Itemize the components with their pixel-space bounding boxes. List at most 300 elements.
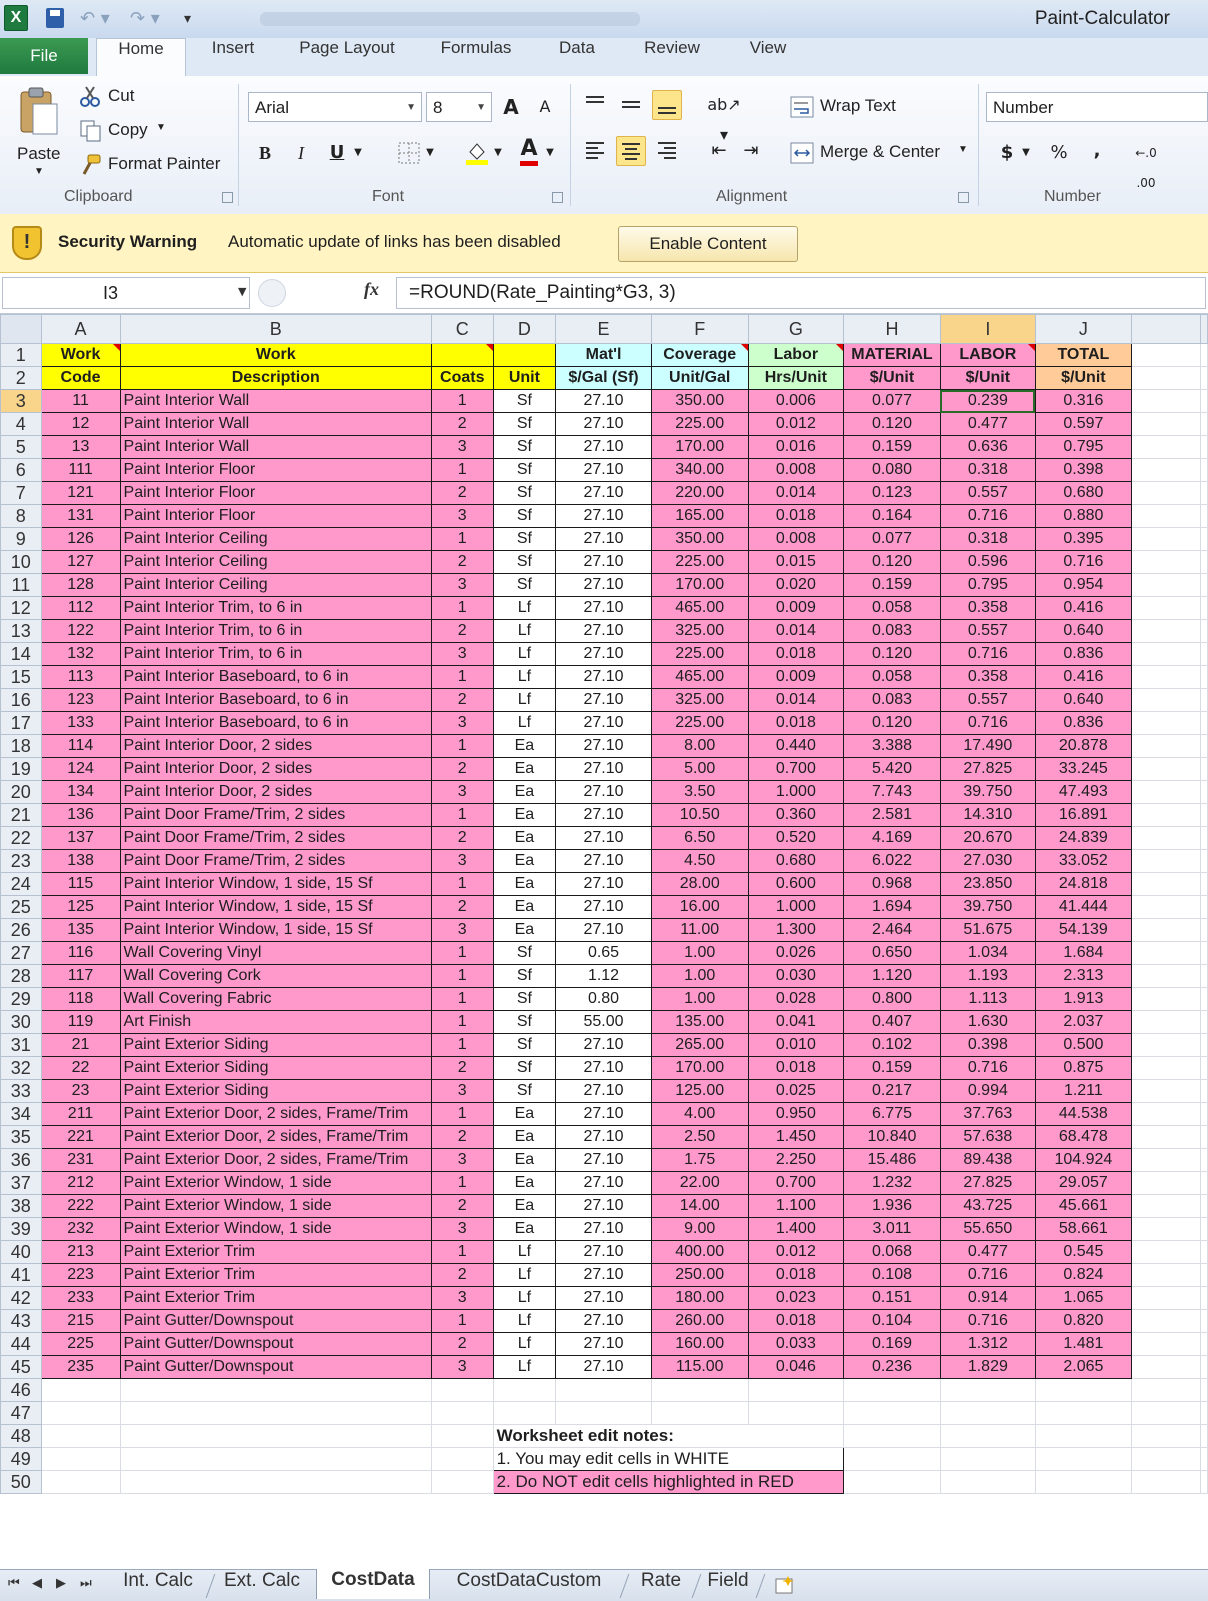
data-cell[interactable]: 27.10 xyxy=(556,574,652,597)
data-cell[interactable]: 0.058 xyxy=(844,597,941,620)
data-cell[interactable]: 24.818 xyxy=(1035,873,1131,896)
data-cell[interactable]: 0.236 xyxy=(844,1356,941,1379)
data-cell[interactable]: 223 xyxy=(41,1264,120,1287)
data-cell[interactable]: Paint Exterior Trim xyxy=(120,1287,431,1310)
data-cell[interactable]: 8.00 xyxy=(651,735,748,758)
empty-cell[interactable] xyxy=(1201,1011,1208,1034)
customize-quick-access-button[interactable]: ▾ xyxy=(184,11,192,27)
empty-cell[interactable] xyxy=(1201,367,1208,390)
data-cell[interactable]: 28.00 xyxy=(651,873,748,896)
data-cell[interactable]: 1 xyxy=(431,666,493,689)
header-cell[interactable]: Coats xyxy=(431,367,493,390)
data-cell[interactable]: 0.164 xyxy=(844,505,941,528)
row-header[interactable]: 24 xyxy=(1,873,42,896)
data-cell[interactable]: 350.00 xyxy=(651,390,748,413)
empty-cell[interactable] xyxy=(1201,1103,1208,1126)
empty-cell[interactable] xyxy=(844,1379,941,1402)
data-cell[interactable]: Paint Interior Door, 2 sides xyxy=(120,735,431,758)
data-cell[interactable]: 3 xyxy=(431,712,493,735)
increase-decimal-button[interactable] xyxy=(1126,138,1166,190)
empty-cell[interactable] xyxy=(1131,988,1200,1011)
data-cell[interactable]: 27.10 xyxy=(556,1034,652,1057)
data-cell[interactable]: Paint Interior Baseboard, to 6 in xyxy=(120,712,431,735)
column-header-extra-2[interactable] xyxy=(1201,315,1208,344)
row-header[interactable]: 49 xyxy=(1,1448,42,1471)
data-cell[interactable]: 1.211 xyxy=(1035,1080,1131,1103)
empty-cell[interactable] xyxy=(1131,1195,1200,1218)
data-cell[interactable]: 27.10 xyxy=(556,712,652,735)
shrink-font-button[interactable] xyxy=(530,92,560,122)
data-cell[interactable]: 3 xyxy=(431,1149,493,1172)
data-cell[interactable]: Ea xyxy=(493,1172,556,1195)
data-cell[interactable]: 325.00 xyxy=(651,689,748,712)
data-cell[interactable]: 27.10 xyxy=(556,1264,652,1287)
data-cell[interactable]: 33.052 xyxy=(1035,850,1131,873)
data-cell[interactable]: 0.018 xyxy=(748,505,844,528)
data-cell[interactable]: 29.057 xyxy=(1035,1172,1131,1195)
data-cell[interactable]: 0.026 xyxy=(748,942,844,965)
empty-cell[interactable] xyxy=(1131,1241,1200,1264)
empty-cell[interactable] xyxy=(1131,643,1200,666)
row-header[interactable]: 41 xyxy=(1,1264,42,1287)
data-cell[interactable]: 0.800 xyxy=(844,988,941,1011)
empty-cell[interactable] xyxy=(1131,1218,1200,1241)
empty-cell[interactable] xyxy=(1131,896,1200,919)
empty-cell[interactable] xyxy=(493,1402,556,1425)
data-cell[interactable]: 55.650 xyxy=(940,1218,1035,1241)
note-no-edit-red[interactable]: 2. Do NOT edit cells highlighted in RED xyxy=(493,1471,844,1494)
data-cell[interactable]: 0.030 xyxy=(748,965,844,988)
data-cell[interactable]: 0.358 xyxy=(940,597,1035,620)
data-cell[interactable]: 1 xyxy=(431,1310,493,1333)
data-cell[interactable]: 1.481 xyxy=(1035,1333,1131,1356)
data-cell[interactable]: 0.102 xyxy=(844,1034,941,1057)
data-cell[interactable]: 27.10 xyxy=(556,1333,652,1356)
wrap-text-button[interactable] xyxy=(790,94,920,120)
enable-content-button[interactable]: Enable Content xyxy=(618,226,798,262)
data-cell[interactable]: 27.10 xyxy=(556,620,652,643)
data-cell[interactable]: Lf xyxy=(493,1310,556,1333)
data-cell[interactable]: 27.030 xyxy=(940,850,1035,873)
empty-cell[interactable] xyxy=(1201,1471,1208,1494)
data-cell[interactable]: 1.300 xyxy=(748,919,844,942)
column-header-extra-1[interactable] xyxy=(1131,315,1200,344)
data-cell[interactable]: Sf xyxy=(493,413,556,436)
align-top-button[interactable] xyxy=(580,90,610,120)
row-header[interactable]: 18 xyxy=(1,735,42,758)
data-cell[interactable]: 2 xyxy=(431,896,493,919)
undo-button[interactable]: ↶ ▾ xyxy=(80,8,110,29)
row-header[interactable]: 17 xyxy=(1,712,42,735)
data-cell[interactable]: Paint Exterior Trim xyxy=(120,1264,431,1287)
row-header[interactable]: 5 xyxy=(1,436,42,459)
data-cell[interactable]: 1 xyxy=(431,804,493,827)
align-right-button[interactable] xyxy=(652,136,682,166)
data-cell[interactable]: 20.670 xyxy=(940,827,1035,850)
row-header[interactable]: 39 xyxy=(1,1218,42,1241)
data-cell[interactable]: 0.545 xyxy=(1035,1241,1131,1264)
data-cell[interactable]: 3 xyxy=(431,643,493,666)
data-cell[interactable]: 58.661 xyxy=(1035,1218,1131,1241)
formula-bar-expand-icon[interactable] xyxy=(258,279,286,307)
data-cell[interactable]: 233 xyxy=(41,1287,120,1310)
data-cell[interactable]: 160.00 xyxy=(651,1333,748,1356)
empty-cell[interactable] xyxy=(1131,735,1200,758)
first-sheet-icon[interactable]: ⏮ xyxy=(8,1576,20,1591)
data-cell[interactable]: 225.00 xyxy=(651,643,748,666)
data-cell[interactable]: Sf xyxy=(493,942,556,965)
data-cell[interactable]: Sf xyxy=(493,1057,556,1080)
row-header[interactable]: 46 xyxy=(1,1379,42,1402)
data-cell[interactable]: 27.10 xyxy=(556,528,652,551)
data-cell[interactable]: Paint Gutter/Downspout xyxy=(120,1310,431,1333)
data-cell[interactable]: 27.10 xyxy=(556,1126,652,1149)
data-cell[interactable]: 7.743 xyxy=(844,781,941,804)
data-cell[interactable]: 27.10 xyxy=(556,804,652,827)
data-cell[interactable]: 0.716 xyxy=(940,712,1035,735)
data-cell[interactable]: 0.014 xyxy=(748,482,844,505)
data-cell[interactable]: 112 xyxy=(41,597,120,620)
data-cell[interactable]: 0.012 xyxy=(748,1241,844,1264)
data-cell[interactable]: 0.120 xyxy=(844,643,941,666)
data-cell[interactable]: 51.675 xyxy=(940,919,1035,942)
data-cell[interactable]: Paint Interior Ceiling xyxy=(120,551,431,574)
header-cell[interactable]: $/Unit xyxy=(844,367,941,390)
data-cell[interactable]: 89.438 xyxy=(940,1149,1035,1172)
data-cell[interactable]: 0.083 xyxy=(844,689,941,712)
data-cell[interactable]: 0.123 xyxy=(844,482,941,505)
data-cell[interactable]: 6.50 xyxy=(651,827,748,850)
data-cell[interactable]: 115.00 xyxy=(651,1356,748,1379)
empty-cell[interactable] xyxy=(1201,1080,1208,1103)
data-cell[interactable]: Ea xyxy=(493,919,556,942)
data-cell[interactable]: 0.557 xyxy=(940,482,1035,505)
empty-cell[interactable] xyxy=(1201,505,1208,528)
row-header[interactable]: 1 xyxy=(1,344,42,367)
data-cell[interactable]: 17.490 xyxy=(940,735,1035,758)
empty-cell[interactable] xyxy=(1201,1402,1208,1425)
data-cell[interactable]: Lf xyxy=(493,1241,556,1264)
row-header[interactable]: 7 xyxy=(1,482,42,505)
data-cell[interactable]: 27.10 xyxy=(556,1057,652,1080)
data-cell[interactable]: 23 xyxy=(41,1080,120,1103)
data-cell[interactable]: 2 xyxy=(431,1057,493,1080)
empty-cell[interactable] xyxy=(844,1402,941,1425)
copy-button[interactable] xyxy=(80,118,180,144)
data-cell[interactable]: 27.10 xyxy=(556,919,652,942)
empty-cell[interactable] xyxy=(1131,804,1200,827)
data-cell[interactable]: 170.00 xyxy=(651,1057,748,1080)
empty-cell[interactable] xyxy=(1201,1241,1208,1264)
data-cell[interactable]: 0.557 xyxy=(940,620,1035,643)
data-cell[interactable]: 350.00 xyxy=(651,528,748,551)
data-cell[interactable]: 27.10 xyxy=(556,1356,652,1379)
data-cell[interactable]: 1 xyxy=(431,1011,493,1034)
header-cell[interactable]: Unit xyxy=(493,367,556,390)
empty-cell[interactable] xyxy=(1201,1149,1208,1172)
data-cell[interactable]: Paint Exterior Door, 2 sides, Frame/Trim xyxy=(120,1103,431,1126)
data-cell[interactable]: 0.008 xyxy=(748,528,844,551)
data-cell[interactable]: 27.10 xyxy=(556,643,652,666)
data-cell[interactable]: Sf xyxy=(493,988,556,1011)
empty-cell[interactable] xyxy=(1131,1080,1200,1103)
data-cell[interactable]: 3 xyxy=(431,1356,493,1379)
data-cell[interactable]: 27.10 xyxy=(556,1103,652,1126)
data-cell[interactable]: Wall Covering Vinyl xyxy=(120,942,431,965)
data-cell[interactable]: 37.763 xyxy=(940,1103,1035,1126)
data-cell[interactable]: 1 xyxy=(431,459,493,482)
data-cell[interactable]: 22 xyxy=(41,1057,120,1080)
empty-cell[interactable] xyxy=(1201,1126,1208,1149)
row-header[interactable]: 34 xyxy=(1,1103,42,1126)
data-cell[interactable]: Lf xyxy=(493,597,556,620)
data-cell[interactable]: 121 xyxy=(41,482,120,505)
data-cell[interactable]: 0.033 xyxy=(748,1333,844,1356)
data-cell[interactable]: Paint Interior Ceiling xyxy=(120,574,431,597)
data-cell[interactable]: 16.00 xyxy=(651,896,748,919)
font-launcher-icon[interactable] xyxy=(552,192,563,203)
fill-color-dropdown-icon[interactable]: ▼ xyxy=(494,147,502,158)
data-cell[interactable]: 215 xyxy=(41,1310,120,1333)
data-cell[interactable]: Art Finish xyxy=(120,1011,431,1034)
data-cell[interactable]: Sf xyxy=(493,459,556,482)
data-cell[interactable]: 0.398 xyxy=(940,1034,1035,1057)
data-cell[interactable]: 3 xyxy=(431,850,493,873)
data-cell[interactable]: 0.028 xyxy=(748,988,844,1011)
alignment-launcher-icon[interactable] xyxy=(958,192,969,203)
data-cell[interactable]: Paint Interior Baseboard, to 6 in xyxy=(120,666,431,689)
empty-cell[interactable] xyxy=(1201,1057,1208,1080)
data-cell[interactable]: 0.416 xyxy=(1035,597,1131,620)
data-cell[interactable]: 20.878 xyxy=(1035,735,1131,758)
empty-cell[interactable] xyxy=(1131,551,1200,574)
data-cell[interactable]: 0.880 xyxy=(1035,505,1131,528)
bold-button[interactable]: B xyxy=(258,143,271,163)
data-cell[interactable]: 2.464 xyxy=(844,919,941,942)
data-cell[interactable]: Lf xyxy=(493,1287,556,1310)
currency-dropdown-icon[interactable]: ▼ xyxy=(1022,147,1030,158)
data-cell[interactable]: 1.630 xyxy=(940,1011,1035,1034)
data-cell[interactable]: 0.640 xyxy=(1035,689,1131,712)
row-header[interactable]: 26 xyxy=(1,919,42,942)
empty-cell[interactable] xyxy=(1201,390,1208,413)
data-cell[interactable]: 2 xyxy=(431,620,493,643)
data-cell[interactable]: 2 xyxy=(431,413,493,436)
data-cell[interactable]: Ea xyxy=(493,781,556,804)
empty-cell[interactable] xyxy=(1201,896,1208,919)
data-cell[interactable]: 3.388 xyxy=(844,735,941,758)
data-cell[interactable]: 0.046 xyxy=(748,1356,844,1379)
data-cell[interactable]: Paint Exterior Door, 2 sides, Frame/Trim xyxy=(120,1149,431,1172)
data-cell[interactable]: 1.450 xyxy=(748,1126,844,1149)
data-cell[interactable]: 0.557 xyxy=(940,689,1035,712)
header-cell[interactable]: Work xyxy=(41,344,120,367)
data-cell[interactable]: 22.00 xyxy=(651,1172,748,1195)
data-cell[interactable]: 27.10 xyxy=(556,1241,652,1264)
data-cell[interactable]: 0.954 xyxy=(1035,574,1131,597)
data-cell[interactable]: 27.10 xyxy=(556,597,652,620)
data-cell[interactable]: 225.00 xyxy=(651,712,748,735)
data-cell[interactable]: Lf xyxy=(493,620,556,643)
data-cell[interactable]: 2.581 xyxy=(844,804,941,827)
data-cell[interactable]: Sf xyxy=(493,390,556,413)
empty-cell[interactable] xyxy=(1201,436,1208,459)
empty-cell[interactable] xyxy=(41,1402,120,1425)
data-cell[interactable]: Ea xyxy=(493,850,556,873)
data-cell[interactable]: 0.875 xyxy=(1035,1057,1131,1080)
tab-home[interactable]: Home xyxy=(96,38,186,77)
data-cell[interactable]: 44.538 xyxy=(1035,1103,1131,1126)
column-header-f[interactable]: F xyxy=(651,315,748,344)
data-cell[interactable]: 27.10 xyxy=(556,482,652,505)
data-cell[interactable]: 0.824 xyxy=(1035,1264,1131,1287)
empty-cell[interactable] xyxy=(1035,1471,1131,1494)
data-cell[interactable]: 4.00 xyxy=(651,1103,748,1126)
data-cell[interactable]: 132 xyxy=(41,643,120,666)
align-left-button[interactable] xyxy=(580,136,610,166)
data-cell[interactable]: 1.312 xyxy=(940,1333,1035,1356)
data-cell[interactable]: 0.169 xyxy=(844,1333,941,1356)
data-cell[interactable]: 0.318 xyxy=(940,528,1035,551)
data-cell[interactable]: 27.825 xyxy=(940,1172,1035,1195)
data-cell[interactable]: 21 xyxy=(41,1034,120,1057)
data-cell[interactable]: Wall Covering Fabric xyxy=(120,988,431,1011)
row-header[interactable]: 14 xyxy=(1,643,42,666)
data-cell[interactable]: 0.041 xyxy=(748,1011,844,1034)
empty-cell[interactable] xyxy=(844,1471,941,1494)
comma-style-button[interactable]: , xyxy=(1093,140,1101,161)
data-cell[interactable]: 126 xyxy=(41,528,120,551)
data-cell[interactable]: 2 xyxy=(431,1126,493,1149)
data-cell[interactable]: 33.245 xyxy=(1035,758,1131,781)
data-cell[interactable]: Ea xyxy=(493,804,556,827)
data-cell[interactable]: 0.120 xyxy=(844,551,941,574)
number-format-combo[interactable] xyxy=(986,92,1208,122)
empty-cell[interactable] xyxy=(1201,781,1208,804)
insert-function-button[interactable]: fx xyxy=(364,279,379,299)
empty-cell[interactable] xyxy=(1201,482,1208,505)
data-cell[interactable]: 0.159 xyxy=(844,574,941,597)
data-cell[interactable]: 1 xyxy=(431,873,493,896)
data-cell[interactable]: Lf xyxy=(493,1333,556,1356)
data-cell[interactable]: 0.716 xyxy=(940,1264,1035,1287)
data-cell[interactable]: 212 xyxy=(41,1172,120,1195)
data-cell[interactable]: Paint Exterior Window, 1 side xyxy=(120,1195,431,1218)
data-cell[interactable]: 3 xyxy=(431,1287,493,1310)
data-cell[interactable]: 114 xyxy=(41,735,120,758)
empty-cell[interactable] xyxy=(1131,344,1200,367)
data-cell[interactable]: 0.012 xyxy=(748,413,844,436)
empty-cell[interactable] xyxy=(748,1402,844,1425)
empty-cell[interactable] xyxy=(940,1471,1035,1494)
data-cell[interactable]: 1.120 xyxy=(844,965,941,988)
empty-cell[interactable] xyxy=(1131,758,1200,781)
data-cell[interactable]: 3 xyxy=(431,505,493,528)
empty-cell[interactable] xyxy=(1201,827,1208,850)
data-cell[interactable]: Paint Exterior Window, 1 side xyxy=(120,1218,431,1241)
data-cell[interactable]: 0.025 xyxy=(748,1080,844,1103)
data-cell[interactable]: 1.193 xyxy=(940,965,1035,988)
data-cell[interactable]: 0.020 xyxy=(748,574,844,597)
next-sheet-icon[interactable]: ▶ xyxy=(56,1576,66,1591)
tab-file[interactable]: File xyxy=(0,38,88,74)
paste-button[interactable] xyxy=(10,82,68,182)
data-cell[interactable]: 0.009 xyxy=(748,597,844,620)
data-cell[interactable]: 27.10 xyxy=(556,1080,652,1103)
empty-cell[interactable] xyxy=(1201,528,1208,551)
data-cell[interactable]: 2.250 xyxy=(748,1149,844,1172)
data-cell[interactable]: 0.477 xyxy=(940,1241,1035,1264)
empty-cell[interactable] xyxy=(940,1379,1035,1402)
data-cell[interactable]: 2 xyxy=(431,1333,493,1356)
empty-cell[interactable] xyxy=(1131,1149,1200,1172)
header-cell[interactable] xyxy=(431,344,493,367)
empty-cell[interactable] xyxy=(1131,528,1200,551)
data-cell[interactable]: 27.10 xyxy=(556,781,652,804)
row-header[interactable]: 23 xyxy=(1,850,42,873)
empty-cell[interactable] xyxy=(1201,1333,1208,1356)
empty-cell[interactable] xyxy=(1131,597,1200,620)
tab-formulas[interactable]: Formulas xyxy=(440,38,512,57)
data-cell[interactable]: 125 xyxy=(41,896,120,919)
data-cell[interactable]: 3 xyxy=(431,781,493,804)
data-cell[interactable]: 0.700 xyxy=(748,1172,844,1195)
data-cell[interactable]: 119 xyxy=(41,1011,120,1034)
header-cell[interactable]: $/Unit xyxy=(940,367,1035,390)
data-cell[interactable]: 135.00 xyxy=(651,1011,748,1034)
empty-cell[interactable] xyxy=(1201,413,1208,436)
row-header[interactable]: 20 xyxy=(1,781,42,804)
data-cell[interactable]: Sf xyxy=(493,505,556,528)
data-cell[interactable]: 1.000 xyxy=(748,781,844,804)
row-header[interactable]: 6 xyxy=(1,459,42,482)
data-cell[interactable]: 10.50 xyxy=(651,804,748,827)
header-cell[interactable]: MATERIAL xyxy=(844,344,941,367)
row-header[interactable]: 44 xyxy=(1,1333,42,1356)
data-cell[interactable]: 24.839 xyxy=(1035,827,1131,850)
empty-cell[interactable] xyxy=(1201,1448,1208,1471)
name-box-dropdown-icon[interactable]: ▼ xyxy=(238,285,247,298)
row-header[interactable]: 33 xyxy=(1,1080,42,1103)
empty-cell[interactable] xyxy=(1201,873,1208,896)
borders-button[interactable] xyxy=(394,138,424,168)
data-cell[interactable]: 0.316 xyxy=(1035,390,1131,413)
data-cell[interactable]: 27.10 xyxy=(556,551,652,574)
data-cell[interactable]: 27.10 xyxy=(556,735,652,758)
data-cell[interactable]: 0.018 xyxy=(748,1264,844,1287)
sheet-tab-field[interactable]: Field xyxy=(707,1570,749,1591)
empty-cell[interactable] xyxy=(1201,919,1208,942)
data-cell[interactable]: 68.478 xyxy=(1035,1126,1131,1149)
row-header[interactable]: 35 xyxy=(1,1126,42,1149)
data-cell[interactable]: 0.009 xyxy=(748,666,844,689)
data-cell[interactable]: 27.10 xyxy=(556,689,652,712)
row-header[interactable]: 13 xyxy=(1,620,42,643)
empty-cell[interactable] xyxy=(1131,1126,1200,1149)
empty-cell[interactable] xyxy=(1131,1471,1200,1494)
data-cell[interactable]: Paint Interior Trim, to 6 in xyxy=(120,620,431,643)
data-cell[interactable]: 0.636 xyxy=(940,436,1035,459)
data-cell[interactable]: 1 xyxy=(431,1241,493,1264)
data-cell[interactable]: 0.700 xyxy=(748,758,844,781)
data-cell[interactable]: Paint Interior Trim, to 6 in xyxy=(120,643,431,666)
empty-cell[interactable] xyxy=(1131,1034,1200,1057)
data-cell[interactable]: 1.000 xyxy=(748,896,844,919)
empty-cell[interactable] xyxy=(1131,1356,1200,1379)
data-cell[interactable]: Sf xyxy=(493,574,556,597)
data-cell[interactable]: 1 xyxy=(431,597,493,620)
data-cell[interactable]: 0.159 xyxy=(844,1057,941,1080)
